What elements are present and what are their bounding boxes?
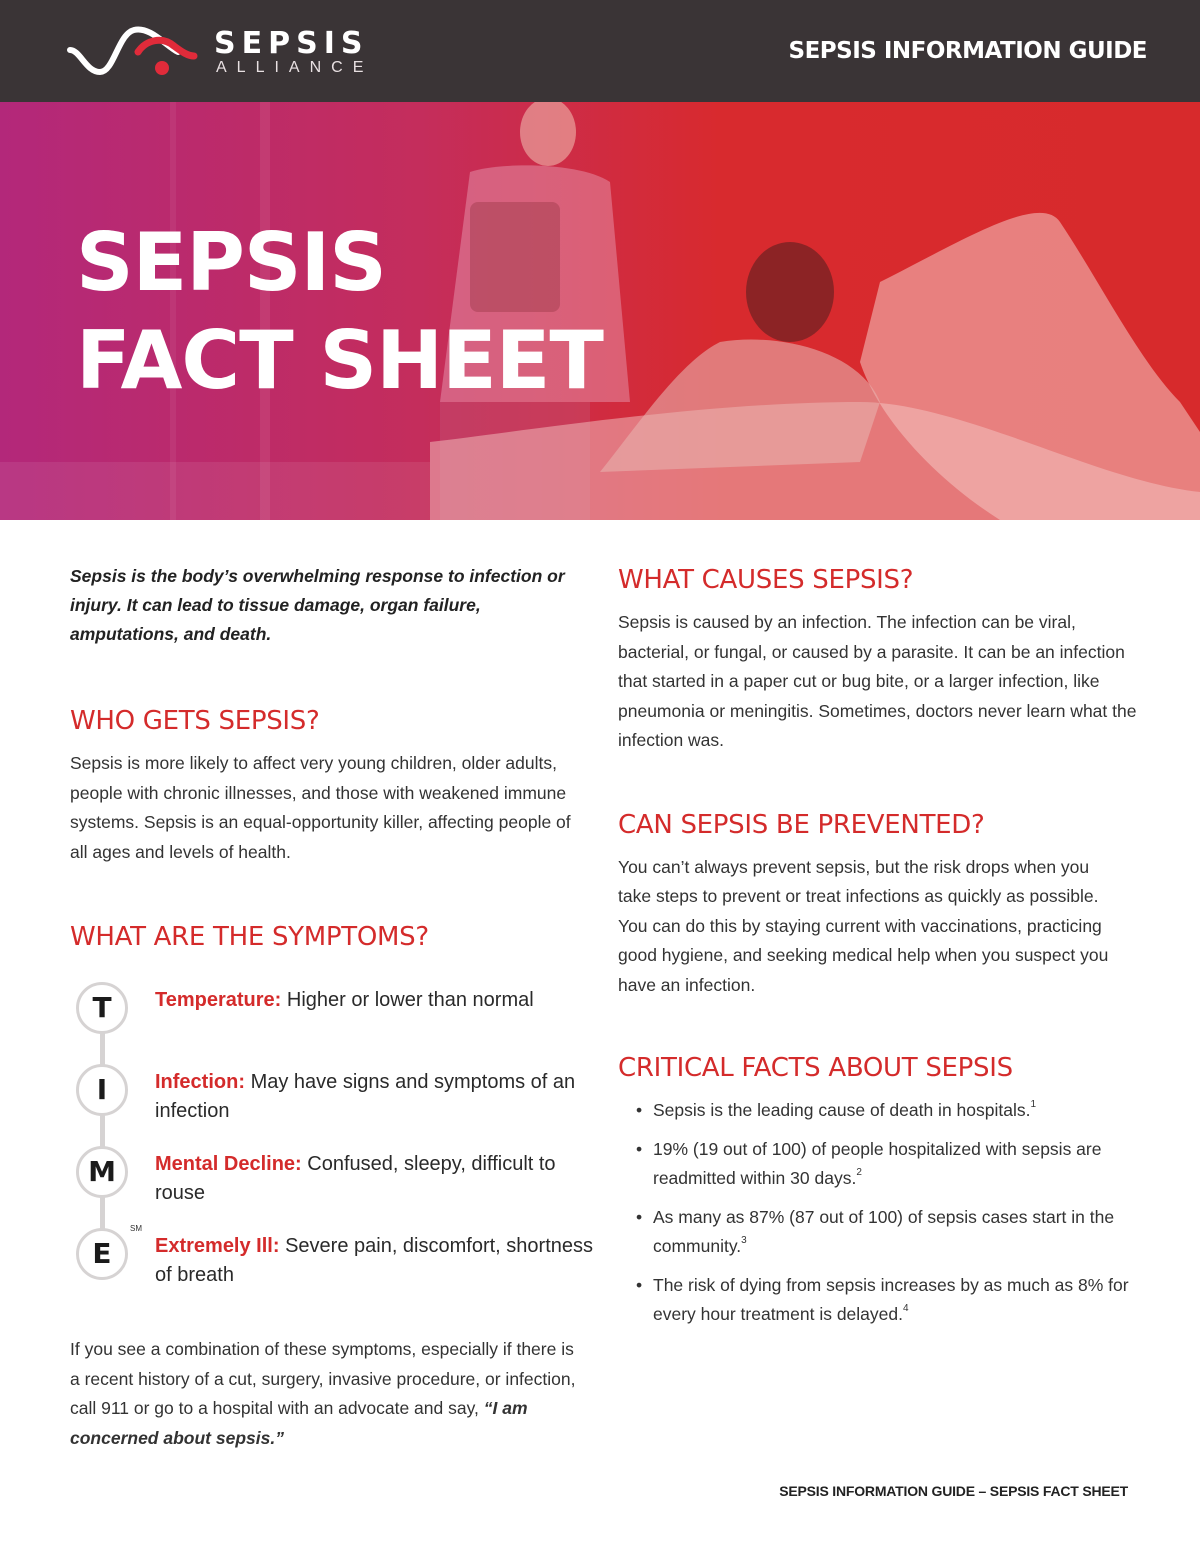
fact-text: Sepsis is the leading cause of death in hospitals. <box>653 1100 1031 1120</box>
time-text <box>155 1068 595 1126</box>
fact-ref: 2 <box>856 1167 862 1178</box>
list-item <box>618 1096 1148 1126</box>
fact-ref: 1 <box>1030 1099 1037 1110</box>
symptoms-heading: WHAT ARE THE SYMPTOMS? <box>70 922 429 952</box>
time-desc: May have signs and symptoms of an infection <box>155 1071 576 1122</box>
list-item <box>618 1271 1148 1330</box>
time-text <box>155 986 595 1015</box>
time-desc: Severe pain, discomfort, shortness of breath <box>155 1235 593 1286</box>
time-term: Mental Decline: <box>155 1153 302 1175</box>
list-item <box>618 1203 1148 1262</box>
time-term: Temperature: <box>155 989 282 1011</box>
who-heading: WHO GETS SEPSIS? <box>70 706 320 736</box>
title-line-2: FACT SHEET <box>76 314 603 407</box>
intro-text: Sepsis is the body’s overwhelming response to infection or injury. It can lead to tissue damage, organ failure, amputations, and death. <box>70 566 565 644</box>
fact-ref: 4 <box>903 1303 909 1314</box>
title-line-1: SEPSIS <box>76 216 386 309</box>
causes-body: Sepsis is caused by an infection. The infection can be viral, bacterial, or fungal, or caused by a parasite. It can be an infection that started in a paper cut or bug bite, or a larger infection, like pneumonia or meningitis. Sometimes, doctors never learn what the infection was. <box>618 612 1137 750</box>
letter-t-icon: T <box>76 982 128 1034</box>
hero-banner <box>0 102 1200 520</box>
facts-list <box>618 1096 1148 1330</box>
sepsis-alliance-logo[interactable] <box>66 22 376 82</box>
letter-e-icon: E <box>76 1228 128 1280</box>
page-footer: SEPSIS INFORMATION GUIDE – SEPSIS FACT SHEET <box>779 1483 1128 1499</box>
time-text <box>155 1232 595 1290</box>
list-item <box>618 1135 1148 1194</box>
right-column <box>618 562 1148 1339</box>
letter-i-icon: I <box>76 1064 128 1116</box>
time-text <box>155 1150 595 1208</box>
fact-ref: 3 <box>741 1235 747 1246</box>
time-desc: Higher or lower than normal <box>286 989 534 1011</box>
time-item-temperature <box>76 982 596 1042</box>
time-desc: Confused, sleepy, difficult to rouse <box>155 1153 556 1204</box>
advice-quote: “I am concerned about sepsis.” <box>70 1398 528 1448</box>
logo-subword: ALLIANCE <box>216 59 374 76</box>
fact-text: The risk of dying from sepsis increases by as much as 8% for every hour treatment is delayed. <box>653 1274 1129 1324</box>
fact-text: As many as 87% (87 out of 100) of sepsis cases start in the community. <box>653 1206 1115 1256</box>
letter-m-icon: M <box>76 1146 128 1198</box>
time-item-extremely-ill <box>76 1224 596 1288</box>
page-title <box>76 214 603 410</box>
time-term: Infection: <box>155 1071 245 1093</box>
who-body: Sepsis is more likely to affect very young children, older adults, people with chronic illnesses, and those with weakened immune systems. Sepsis is an equal-opportunity killer, affecting people of all ages and levels of health. <box>70 753 571 862</box>
prevent-heading: CAN SEPSIS BE PREVENTED? <box>618 809 985 840</box>
prevent-body: You can’t always prevent sepsis, but the risk drops when you take steps to prevent or treat infections as quickly as possible. You can do this by staying current with vaccinations, practicing good hygiene, and seeking medical help when you suspect you have an infection. <box>618 856 1109 995</box>
logo-wordmark: SEPSIS <box>214 26 369 61</box>
time-item-mental-decline <box>76 1146 596 1206</box>
facts-heading: CRITICAL FACTS ABOUT SEPSIS <box>618 1053 1013 1083</box>
advice-text <box>70 1335 580 1453</box>
fact-text: 19% (19 out of 100) of people hospitalized with sepsis are readmitted within 30 days. <box>653 1138 1102 1188</box>
service-mark: SM <box>130 1224 142 1233</box>
causes-heading: WHAT CAUSES SEPSIS? <box>618 565 914 595</box>
left-column <box>70 562 590 952</box>
time-term: Extremely Ill: <box>155 1235 280 1257</box>
logo-wave-icon <box>66 22 206 82</box>
advice-body: If you see a combination of these symptoms, especially if there is a recent history of a cut, surgery, invasive procedure, or infection, call 911 or go to a hospital with an advocate and say, <box>70 1339 576 1418</box>
guide-label: SEPSIS INFORMATION GUIDE <box>788 38 1147 64</box>
header-bar <box>0 0 1200 102</box>
time-item-infection <box>76 1064 596 1124</box>
